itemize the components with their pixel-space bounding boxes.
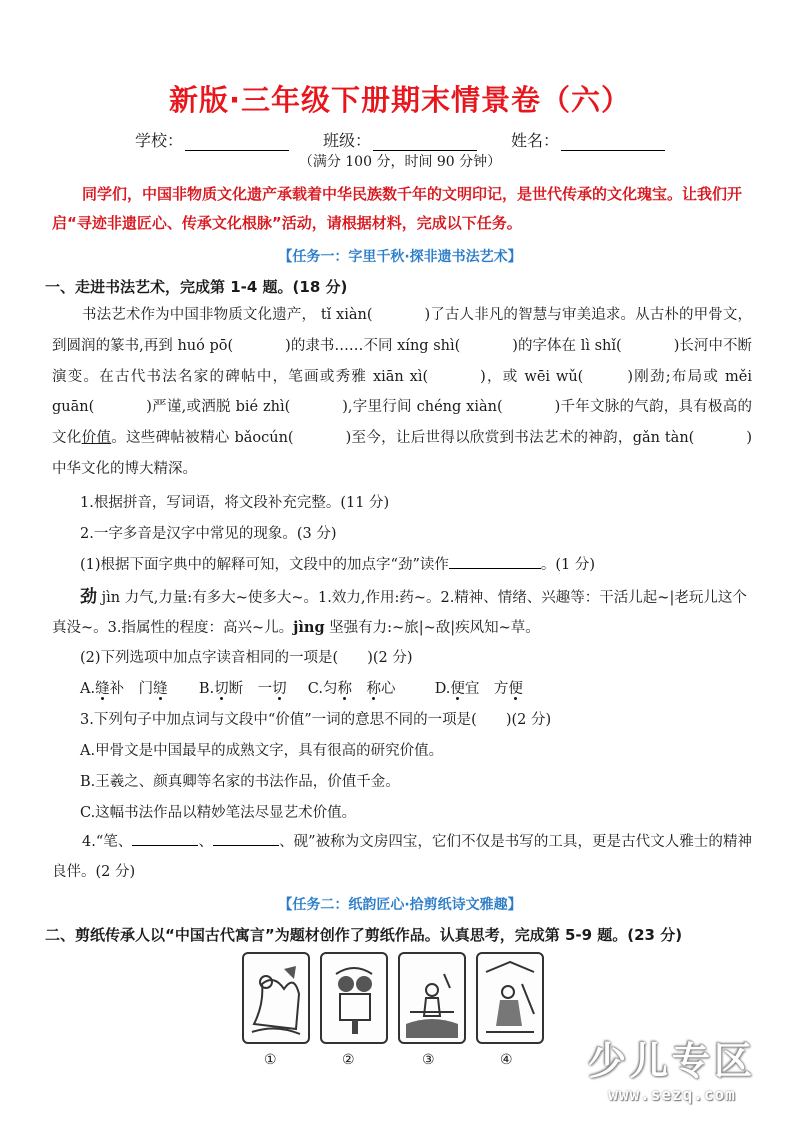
task-one-heading: 【任务一：字里千秋·探非遗书法艺术】 [278, 249, 522, 265]
question-3: 3.下列句子中加点词与文段中“价值”一词的意思不同的一项是( )(2 分) [80, 712, 552, 728]
option-d[interactable]: D.便宜 方便 [434, 681, 523, 697]
question-4: 4.“笔、 、 、砚”被称为文房四宝，它们不仅是书写的工具，更是古代文人雅士的精神良伴。(2 分) [52, 827, 752, 887]
watermark-title: 少儿专区 [587, 1039, 756, 1083]
paper-cut-image-3 [398, 952, 466, 1044]
student-info-row [0, 128, 800, 151]
paper-cut-gallery [242, 952, 572, 1068]
paper-cut-image-2 [320, 952, 388, 1044]
question-1: 1.根据拼音，写词语，将文段补充完整。(11 分) [80, 495, 390, 511]
school-label: 学校： [134, 131, 183, 150]
question-3-option-a[interactable]: A.甲骨文是中国最早的成熟文字，具有很高的研究价值。 [80, 743, 444, 759]
dictionary-entry: 劲 jìn 力气,力量:有多大~使多大~。1.效力,作用:药~。2.精神、情绪、兴趣等：干活儿起~|老玩儿这个真没~。3.指属性的程度：高兴~儿。jìng 坚强有力:~旅|~敌|疾风知~草。 [52, 587, 747, 636]
image-label-1: ① [264, 1052, 277, 1068]
dict-headword: 劲 [80, 587, 97, 607]
section-two-heading: 二、剪纸传承人以“中国古代寓言”为题材创作了剪纸作品。认真思考，完成第 5-9 题。(23 分) [45, 926, 683, 944]
calligraphy-passage: 书法艺术作为中国非物质文化遗产， tǐ xiàn( )了古人非凡的智慧与审美追求。从古朴的甲骨文，到圆润的篆书,再到 huó pō( )的隶书……不同 xíng shì( )的字体在 lì shǐ( )长河中不断演变。在古代书法名家的碑帖中，笔画或秀雅 xiān xì( )，或 wēi wǔ( )刚劲;布局或 měi guān( )严谨,或洒脱 bié zhì( ),字里行间 chéng xiàn( )千年文脉的气韵，具有极高的文化价值。这些碑帖被精心 bǎocún( )至今，让后世得以欣赏到书法艺术的神韵，gǎn tàn( )中华文化的博大精深。 [52, 307, 753, 477]
class-field [323, 128, 477, 151]
name-field [511, 128, 665, 151]
intro-text: 同学们，中国非物质文化遗产承载着中华民族数千年的文明印记，是世代传承的文化瑰宝。让我们开启“寻迹非遗匠心、传承文化根脉”活动，请根据材料，完成以下任务。 [52, 185, 743, 232]
answer-blank[interactable] [132, 831, 198, 846]
exam-meta: （满分 100 分，时间 90 分钟） [298, 154, 502, 170]
question-3-option-b[interactable]: B.王羲之、颜真卿等名家的书法作品，价值千金。 [80, 774, 400, 790]
image-label-3: ③ [422, 1052, 435, 1068]
question-2-1: (1)根据下面字典中的解释可知，文段中的加点字“劲”读作 。(1 分) [80, 553, 595, 574]
option-b[interactable]: B.切断 一切 [198, 681, 287, 697]
school-field [135, 128, 289, 151]
site-watermark [588, 1030, 756, 1104]
question-2-2: (2)下列选项中加点字读音相同的一项是( )(2 分) [80, 650, 413, 666]
watermark-url: www.sezq.com [608, 1085, 736, 1104]
task-two-heading: 【任务二：纸韵匠心·拾剪纸诗文雅趣】 [278, 897, 522, 913]
image-label-2: ② [342, 1052, 355, 1068]
class-label: 班级： [322, 131, 371, 150]
answer-blank[interactable] [213, 831, 279, 846]
paper-cut-image-1 [242, 952, 310, 1044]
name-label: 姓名： [511, 131, 560, 150]
class-blank[interactable] [373, 133, 477, 151]
answer-blank[interactable] [449, 554, 541, 569]
name-blank[interactable] [561, 133, 665, 151]
question-3-option-c[interactable]: C.这幅书法作品以精妙笔法尽显艺术价值。 [80, 805, 357, 821]
option-c[interactable]: C.匀称 称心 [307, 681, 396, 697]
section-one-heading: 一、走进书法艺术，完成第 1-4 题。(18 分) [45, 278, 348, 296]
underlined-word: 价值 [81, 430, 112, 447]
paper-cut-image-4 [476, 952, 544, 1044]
school-blank[interactable] [185, 133, 289, 151]
page-title: 新版·三年级下册期末情景卷（六） [168, 83, 632, 117]
option-a[interactable]: A.缝补 门缝 [80, 681, 168, 697]
image-label-4: ④ [500, 1052, 513, 1068]
question-2-options [80, 677, 523, 698]
question-2: 2.一字多音是汉字中常见的现象。(3 分) [80, 526, 337, 542]
